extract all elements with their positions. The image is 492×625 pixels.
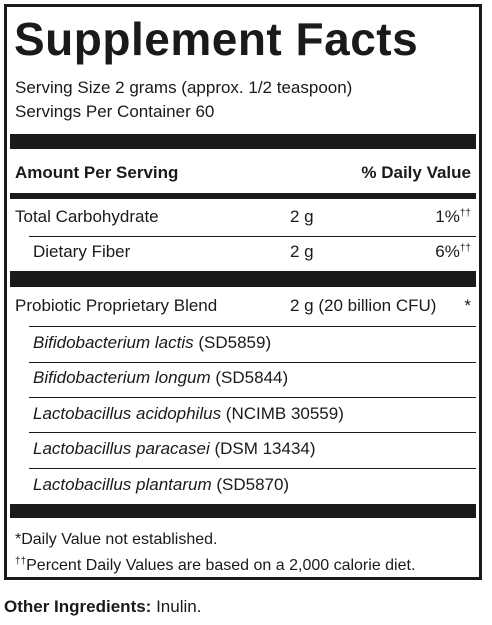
strain-code: (SD5870) <box>211 475 290 494</box>
servings-per-container: Servings Per Container 60 <box>15 102 215 121</box>
thick-divider <box>10 504 476 518</box>
nutrient-amount: 2 g <box>290 242 314 261</box>
dv-footnote-mark: †† <box>459 243 471 254</box>
other-ingredients-value: Inulin. <box>151 597 202 616</box>
strain-code: (NCIMB 30559) <box>221 404 344 423</box>
row-rule <box>29 468 476 469</box>
other-ingredients <box>4 596 201 618</box>
strain-row <box>33 332 471 354</box>
strain-row <box>33 403 471 425</box>
strain-row <box>33 367 471 389</box>
nutrient-dv: 6%†† <box>435 242 471 261</box>
amount-per-serving-header: Amount Per Serving <box>15 163 179 182</box>
strain-row <box>33 438 471 460</box>
row-rule <box>29 236 476 237</box>
other-ingredients-label: Other Ingredients: <box>4 597 152 616</box>
nutrient-dv: 1%†† <box>435 207 471 226</box>
row-rule <box>29 362 476 363</box>
strain-code: (SD5844) <box>210 368 289 387</box>
blend-name: Probiotic Proprietary Blend <box>15 296 218 315</box>
footnote-percent-daily-value: ††Percent Daily Values are based on a 2,000 calorie diet. <box>15 556 416 574</box>
row-rule <box>29 397 476 398</box>
footnote-mark: †† <box>15 556 27 567</box>
strain-code: (SD5859) <box>193 333 272 352</box>
nutrient-amount: 2 g <box>290 207 314 226</box>
row-rule <box>29 432 476 433</box>
thick-divider <box>10 271 476 287</box>
strain-row <box>33 474 471 496</box>
blend-amount: 2 g (20 billion CFU) <box>290 296 437 315</box>
daily-value-header: % Daily Value <box>361 163 471 182</box>
blend-row <box>15 295 471 317</box>
supplement-facts-panel <box>4 4 482 580</box>
strain-name: Lactobacillus plantarum <box>33 475 212 494</box>
thick-divider <box>10 134 476 149</box>
strain-name: Lactobacillus paracasei <box>33 439 210 458</box>
dv-footnote-mark: †† <box>459 208 471 219</box>
strain-name: Bifidobacterium lactis <box>33 333 194 352</box>
medium-divider <box>10 193 476 199</box>
strain-code: (DSM 13434) <box>209 439 316 458</box>
column-header <box>15 162 471 184</box>
strain-name: Lactobacillus acidophilus <box>33 404 222 423</box>
serving-size: Serving Size 2 grams (approx. 1/2 teaspoon) <box>15 78 353 97</box>
strain-name: Bifidobacterium longum <box>33 368 211 387</box>
footnote-daily-value: *Daily Value not established. <box>15 531 218 548</box>
blend-dv: * <box>464 296 471 315</box>
nutrient-name: Total Carbohydrate <box>15 207 159 226</box>
nutrient-row <box>33 241 471 263</box>
row-rule <box>29 326 476 327</box>
panel-title: Supplement Facts <box>14 13 419 65</box>
nutrient-row <box>15 206 471 228</box>
nutrient-name: Dietary Fiber <box>33 242 131 261</box>
